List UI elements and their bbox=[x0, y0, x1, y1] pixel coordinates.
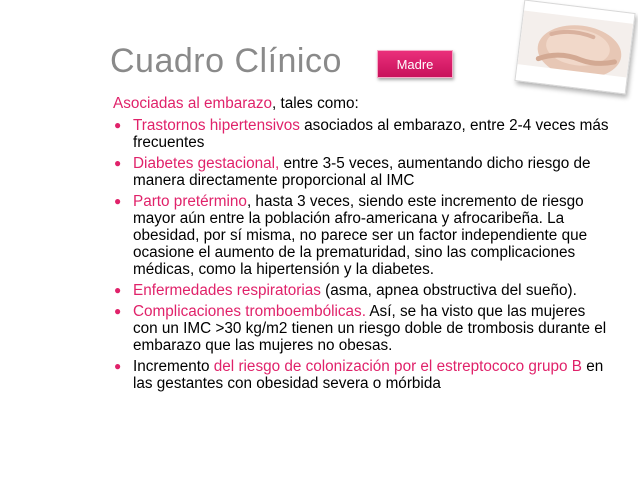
item-text: asociados al embarazo, entre 2-4 veces más frecuentes bbox=[133, 117, 609, 151]
clinical-list bbox=[113, 117, 613, 392]
item-highlight: Enfermedades respiratorias bbox=[133, 282, 321, 299]
intro-line bbox=[113, 95, 613, 112]
bullet-icon: ● bbox=[114, 156, 122, 170]
bullet-icon: ● bbox=[114, 194, 122, 208]
list-item bbox=[113, 303, 613, 354]
intro-text: , tales como: bbox=[272, 95, 359, 112]
item-highlight: Complicaciones tromboembólicas. bbox=[133, 303, 366, 320]
pregnant-belly-photo bbox=[514, 0, 635, 95]
item-text: , hasta 3 veces, siendo este incremento de riesgo mayor aún entre la población afro-americana y afrocaribeña. La obesidad, por sí misma, no parece ser un factor independiente que ocasione el aumento de la prematuridad, sino las complicaciones médicas, como la hipertensión y la diabetes. bbox=[133, 193, 588, 278]
list-item bbox=[113, 117, 613, 151]
madre-badge: Madre bbox=[377, 50, 453, 78]
item-highlight: Trastornos hipertensivos bbox=[133, 117, 300, 134]
item-text: Así, se ha visto que las mujeres con un IMC >30 kg/m2 tienen un riesgo doble de trombosis durante el embarazo que las mujeres no obesas. bbox=[133, 303, 607, 354]
item-text: entre 3-5 veces, aumentando dicho riesgo de manera directamente proporcional al IMC bbox=[133, 155, 591, 189]
bullet-icon: ● bbox=[114, 283, 122, 297]
bullet-icon: ● bbox=[114, 304, 122, 318]
item-text: en las gestantes con obesidad severa o mórbida bbox=[133, 358, 604, 392]
slide-content bbox=[113, 95, 613, 396]
item-prefix: Incremento bbox=[133, 358, 214, 375]
item-highlight: del riesgo de colonización por el estreptococo grupo B bbox=[213, 358, 582, 375]
pregnant-belly-illustration bbox=[516, 1, 635, 94]
intro-highlight: Asociadas al embarazo bbox=[113, 95, 273, 112]
item-text: (asma, apnea obstructiva del sueño). bbox=[320, 282, 577, 299]
list-item bbox=[113, 282, 613, 299]
bullet-icon: ● bbox=[114, 118, 122, 132]
list-item bbox=[113, 155, 613, 189]
item-highlight: Parto pretérmino bbox=[133, 193, 247, 210]
item-highlight: Diabetes gestacional, bbox=[133, 155, 280, 172]
slide-title: Cuadro Clínico bbox=[110, 42, 342, 80]
bullet-icon: ● bbox=[114, 359, 122, 373]
list-item bbox=[113, 358, 613, 392]
list-item bbox=[113, 193, 613, 278]
